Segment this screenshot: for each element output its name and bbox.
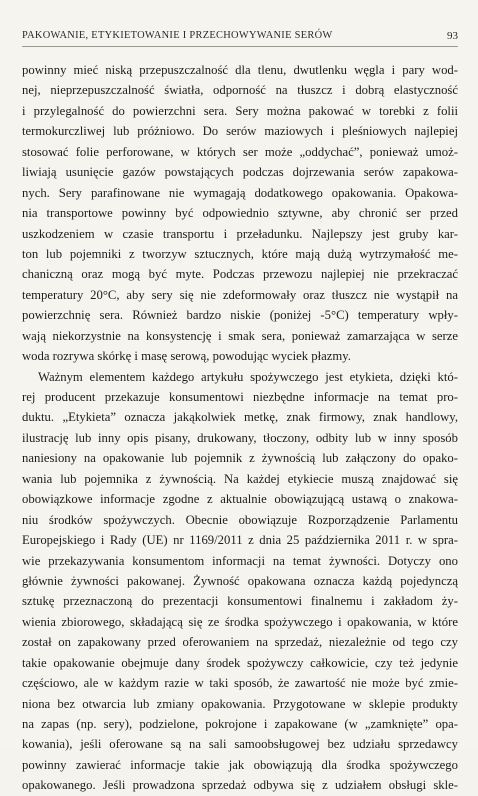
text-line: opakowanego. Jeśli prowadzona sprzedaż odbywa się z udziałem obsługi skle- [22,778,458,793]
text-line: został on zapakowany przed oferowaniem na sprzedaż, niezależnie od tego czy [22,635,458,650]
text-line: wania lub pojemnika z żywnością. Na każdej etykiecie muszą znajdować się [22,471,458,486]
text-line: termokurczliwej lub próżniowo. Do serów maziowych i pleśniowych najlepiej [22,124,458,139]
text-line: takie opakowanie obejmuje dany środek spożywczy całkowicie, czy też jedynie [22,655,458,670]
text-line: kowania), jeśli oferowane są na sali samoobsługowej bez udziału sprzedawcy [22,737,458,752]
text-line: nia transportowe powinny być odpowiednio sztywne, aby chronić ser przed [22,206,458,221]
text-line: uszkodzeniem w czasie transportu i przeładunku. Najlepszy jest gruby kar- [22,226,458,241]
text-line: na zapas (np. sery), podzielone, pokrojone i zapakowane (w „zamknięte” opa- [22,717,458,731]
text-line: wają niekorzystnie na konsystencję i smak sera, ponieważ zamarzająca w serze [22,328,458,343]
text-line: powinny mieć niską przepuszczalność dla tlenu, dwutlenku węgla i pary wod- [22,63,458,77]
page-number: 93 [447,30,458,42]
text-line: Ważnym elementem każdego artykułu spożywczego jest etykieta, dzięki któ- [38,369,458,384]
text-line: stosować folie perforowane, w których ser może „oddychać”, ponieważ umoż- [22,144,458,159]
text-line: nych. Sery parafinowane nie wymagają dodatkowego opakowania. Opakowa- [22,185,458,200]
body-text [22,60,458,796]
text-line: powierzchnię sera. Również bardzo niskie (poniżej -5°C) temperatury wpły- [22,308,458,323]
text-line: ton lub pojemniki z tworzyw sztucznych, które mają dużą wytrzymałość me- [22,246,458,261]
header-rule [22,46,458,47]
text-line: nej, nieprzepuszczalność światła, odporność na tłuszcz i dobrą elastyczność [22,83,458,98]
text-line: głównie żywności pakowanej. Żywność opakowana oznacza każdą pojedynczą [22,573,458,588]
text-line: niu środków spożywczych. Obecnie obowiązuje Rozporządzenie Parlamentu [22,512,458,527]
text-line: częściowo, ale w każdym razie w taki sposób, że zawartość nie może być zmie- [22,676,458,691]
text-line: powinny zawierać informacje takie jak obowiązują dla środka spożywczego [22,757,458,772]
text-line: chaniczną oraz mogą być myte. Podczas przewozu najlepiej nie przekraczać [22,267,458,282]
text-line: naniesiony na opakowanie lub pojemnik z żywnością lub załączony do opako- [22,451,458,466]
text-line: wie przekazywania konsumentom informacji na temat żywności. Dotyczy ono [22,553,458,568]
text-line: sztukę przeznaczoną do prezentacji konsumentowi finalnemu i zakładom ży- [22,594,458,609]
text-line: rej producent przekazuje konsumentowi niezbędne informacje na temat pro- [22,390,458,404]
text-line: woda rozrywa skórkę i masę serową, powodując wyciek płazmy. [22,349,351,364]
text-line: i przylegalność do powierzchni sera. Sery można pakować w torebki z folii [22,103,458,118]
text-line: Europejskiego i Rady (UE) nr 1169/2011 z dnia 25 października 2011 r. w spra- [22,533,458,548]
text-line: wienia zbiorowego, składającą się ze środka spożywczego i opakowania, w które [22,614,458,629]
text-line: niona bez otwarcia lub zmiany opakowania. Przygotowane w sklepie produkty [22,696,458,711]
text-line: obowiązkowe informacje zgodne z aktualnie obowiązującą ustawą o znakowa- [22,492,458,507]
running-title: PAKOWANIE, ETYKIETOWANIE I PRZECHOWYWANIE SERÓW [22,30,333,41]
text-line: temperatury 20°C, aby sery się nie zdeformowały oraz tłuszcz nie wystąpił na [22,287,458,302]
text-line: liwiają usunięcie gazów powstających podczas dojrzewania serów zapakowa- [22,165,458,180]
text-line: ilustrację lub inny opis pisany, drukowany, tłoczony, odbity lub w inny sposób [22,430,458,445]
text-line: duktu. „Etykieta” oznacza jakąkolwiek metkę, znak firmowy, znak handlowy, [22,410,458,425]
